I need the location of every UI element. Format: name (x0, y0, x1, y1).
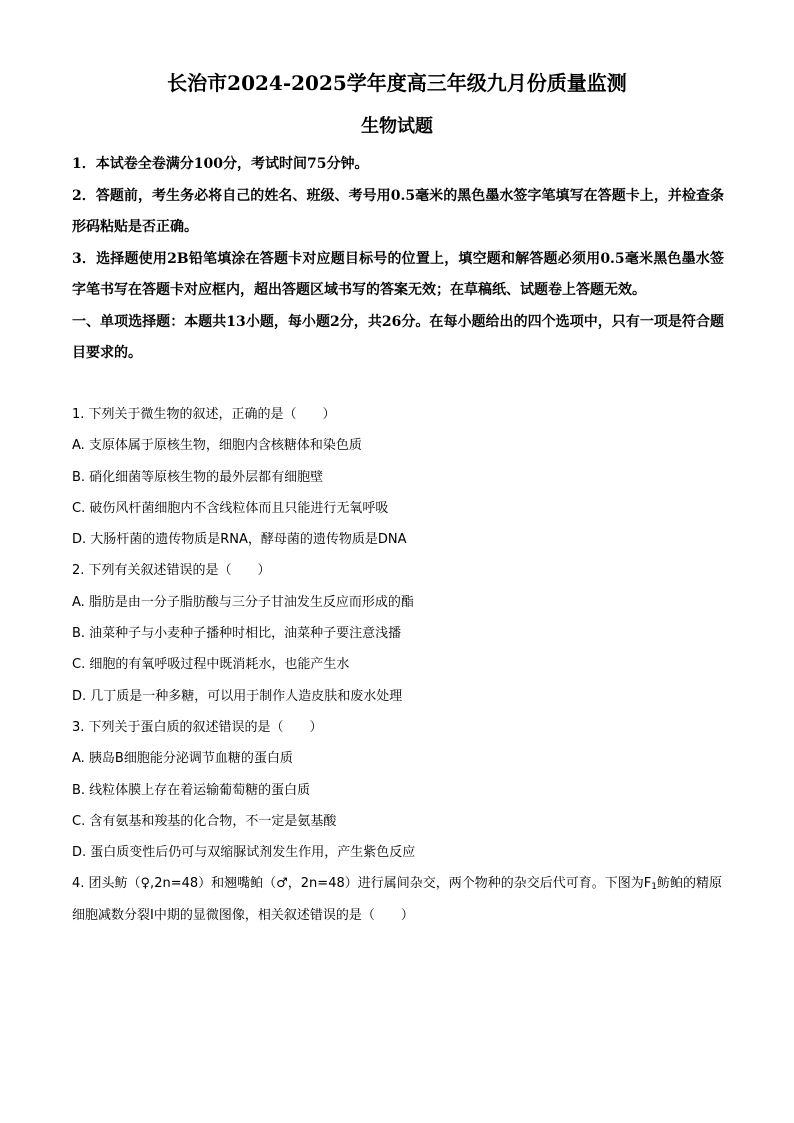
question-3-option-b: B. 线粒体膜上存在着运输葡萄糖的蛋白质 (72, 782, 311, 798)
instruction-2: 2．答题前，考生务必将自己的姓名、班级、考号用0.5毫米的黑色墨水签字笔填写在答题卡上，并检查条形码粘贴是否正确。 (72, 187, 724, 235)
question-3-option-a: A. 胰岛B细胞能分泌调节血糖的蛋白质 (72, 751, 293, 767)
question-2-stem: 2. 下列有关叙述错误的是（ ） (72, 563, 271, 579)
question-1-option-d: D. 大肠杆菌的遗传物质是RNA，酵母菌的遗传物质是DNA (72, 532, 407, 548)
question-4-stem-part-2: 鲂鲌的精原细胞减数分裂Ⅰ中期的显微图像，相关叙述错误的是（ ） (72, 876, 722, 923)
question-2-option-b: B. 油菜种子与小麦种子播种时相比，油菜种子要注意浅播 (72, 626, 402, 642)
question-4-stem (72, 868, 732, 931)
instruction-1: 1．本试卷全卷满分100分，考试时间75分钟。 (72, 156, 369, 172)
question-2-option-a: A. 脂肪是由一分子脂肪酸与三分子甘油发生反应而形成的酯 (72, 594, 414, 610)
question-1-option-a: A. 支原体属于原核生物，细胞内含核糖体和染色质 (72, 438, 362, 454)
question-1-stem: 1. 下列关于微生物的叙述，正确的是（ ） (72, 407, 336, 422)
instruction-3: 3．选择题使用2B铅笔填涂在答题卡对应题目标号的位置上，填空题和解答题必须用0.5毫米黑色墨水签字笔书写在答题卡对应框内，超出答题区域书写的答案无效；在草稿纸、试题卷上答题无效。 (72, 250, 724, 298)
question-1-option-b: B. 硝化细菌等原核生物的最外层都有细胞壁 (72, 469, 324, 485)
questions (72, 399, 732, 931)
question-3-stem: 3. 下列关于蛋白质的叙述错误的是（ ） (72, 719, 323, 735)
instructions (72, 149, 724, 370)
question-3-option-d: D. 蛋白质变性后仍可与双缩脲试剂发生作用，产生紫色反应 (72, 845, 416, 861)
question-2-option-d: D. 几丁质是一种多糖，可以用于制作人造皮肤和废水处理 (72, 688, 403, 704)
subscript-1: 1 (651, 882, 657, 893)
question-1-option-c: C. 破伤风杆菌细胞内不含线粒体而且只能进行无氧呼吸 (72, 500, 389, 516)
page-title: 长治市2024-2025学年度高三年级九月份质量监测 (167, 71, 627, 95)
question-3-option-c: C. 含有氨基和羧基的化合物，不一定是氨基酸 (72, 813, 337, 829)
page-subtitle: 生物试题 (361, 116, 433, 137)
question-2-option-c: C. 细胞的有氧呼吸过程中既消耗水，也能产生水 (72, 657, 350, 673)
question-4-stem-part-1: 4. 团头鲂（♀,2n=48）和翘嘴鲌（♂，2n=48）进行属间杂交，两个物种的杂交后代可育。下图为F (72, 876, 652, 892)
section-heading: 一、单项选择题：本题共13小题，每小题2分，共26分。在每小题给出的四个选项中，只有一项是符合题目要求的。 (72, 313, 724, 361)
